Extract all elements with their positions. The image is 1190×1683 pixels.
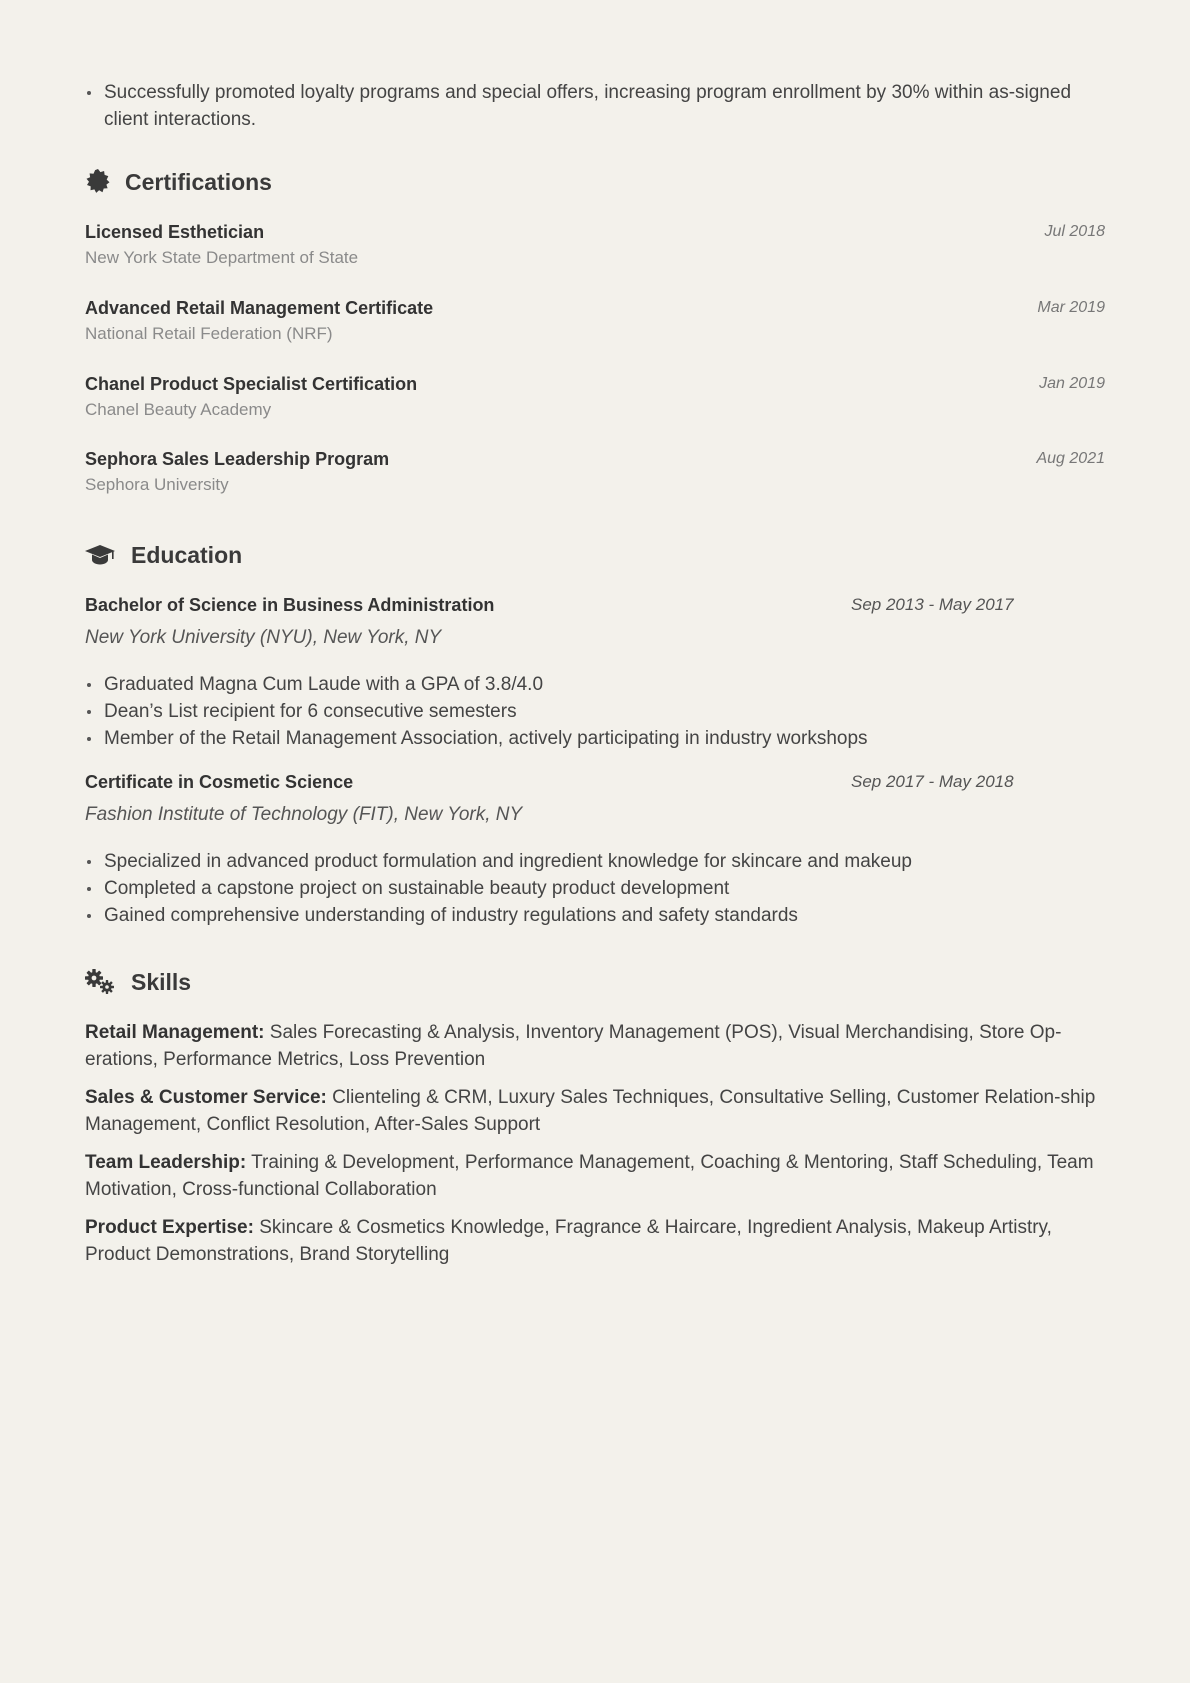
skill-line [85,1214,1105,1268]
certification-date: Mar 2019 [1037,299,1105,316]
certification-item [85,447,1105,497]
skill-text: Sales Forecasting & Analysis, Inventory Management (POS), Visual Merchandising, Store Op-erations, Performance Metrics, Loss Prevention [85,1022,1062,1070]
graduation-cap-icon [85,543,131,567]
skill-line [85,1149,1105,1203]
certification-title: Sephora Sales Leadership Program [85,449,390,469]
school-name: Fashion Institute of Technology (FIT), New York, NY [85,804,523,825]
list-item: Successfully promoted loyalty programs and special offers, increasing program enrollment by 30% within as-signed client interactions. [85,79,1085,133]
skill-label: Sales & Customer Service: [85,1087,327,1108]
skill-label: Retail Management: [85,1022,265,1043]
skill-label: Product Expertise: [85,1217,254,1238]
skill-text: Skincare & Cosmetics Knowledge, Fragrance & Haircare, Ingredient Analysis, Makeup Artistry, Product Demonstrations, Brand Storytelling [85,1217,1052,1265]
education-dates: Sep 2013 - May 2017 [851,595,1014,614]
skill-label: Team Leadership: [85,1152,247,1173]
certification-item [85,296,1105,346]
certification-issuer: New York State Department of State [85,248,359,267]
skill-text: Training & Development, Performance Management, Coaching & Mentoring, Staff Scheduling, Team Motivation, Cross-functional Collaboration [85,1152,1094,1200]
certification-title: Chanel Product Specialist Certification [85,374,418,394]
list-item: Specialized in advanced product formulation and ingredient knowledge for skincare and makeup [85,848,1105,875]
list-item: Graduated Magna Cum Laude with a GPA of 3.8/4.0 [85,671,1105,698]
list-item: Dean’s List recipient for 6 consecutive semesters [85,698,1105,725]
certification-date: Jul 2018 [1044,223,1105,240]
section-title: Education [131,542,243,568]
skill-line [85,1084,1105,1138]
list-item: Member of the Retail Management Association, actively participating in industry workshops [85,725,1105,752]
education-dates: Sep 2017 - May 2018 [851,772,1014,791]
certification-item [85,372,1105,422]
certifications-heading [85,168,272,196]
certification-issuer: Chanel Beauty Academy [85,400,272,419]
certification-date: Aug 2021 [1036,450,1105,467]
degree-title: Bachelor of Science in Business Administration [85,595,495,615]
certification-date: Jan 2019 [1039,375,1105,392]
section-title: Certifications [125,169,272,195]
certification-item [85,220,1105,270]
certification-issuer: National Retail Federation (NRF) [85,324,333,343]
gears-icon [85,969,131,995]
certification-title: Advanced Retail Management Certificate [85,298,434,318]
education-heading [85,541,242,569]
education-bullets [85,671,1105,752]
section-title: Skills [131,969,192,995]
list-item: Completed a capstone project on sustainable beauty product development [85,875,1105,902]
certificate-icon [85,169,125,195]
degree-title: Certificate in Cosmetic Science [85,772,354,792]
experience-bullets [85,79,1085,133]
certification-title: Licensed Esthetician [85,222,265,242]
education-item [85,770,1105,929]
education-bullets [85,848,1105,929]
skill-line [85,1019,1105,1073]
skill-text: Clienteling & CRM, Luxury Sales Techniques, Consultative Selling, Customer Relation-ship Management, Conflict Resolution, After-Sales Support [85,1087,1096,1135]
school-name: New York University (NYU), New York, NY [85,627,442,648]
education-item [85,593,1105,752]
list-item: Gained comprehensive understanding of industry regulations and safety standards [85,902,1105,929]
skills-heading [85,968,191,996]
certification-issuer: Sephora University [85,475,229,494]
